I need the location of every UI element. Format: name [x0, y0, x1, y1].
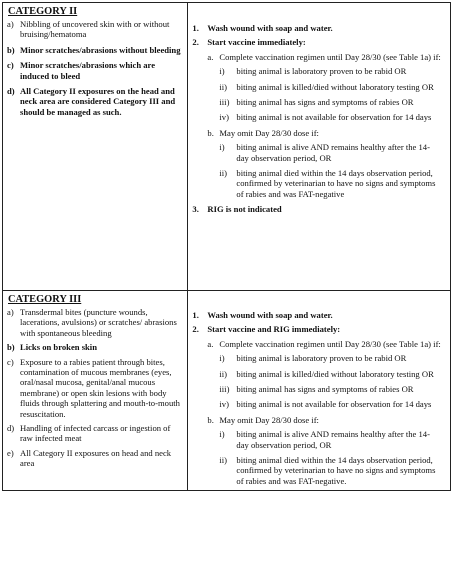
- category-3-row: [3, 291, 451, 491]
- complete-regimen: a. Complete vaccination regimen until Day 28/30 (see Table 1a) if:: [207, 51, 441, 62]
- exposure-item: b) Licks on broken skin: [7, 342, 97, 353]
- rabies-exposure-table: [2, 2, 451, 491]
- omit-condition-item: ii) biting animal died within the 14 days observation period, confirmed by veterinarian to have no signs and symptoms of rabies and was FAT-negative: [219, 168, 436, 199]
- step-wash: 1. Wash wound with soap and water.: [192, 23, 333, 33]
- condition-item: iii) biting animal has signs and symptoms of rabies OR: [219, 384, 414, 395]
- category-2-exposure-list: [3, 19, 187, 117]
- omit-dose: b. May omit Day 28/30 dose if:: [207, 414, 319, 425]
- complete-regimen: a. Complete vaccination regimen until Day 28/30 (see Table 1a) if:: [207, 338, 441, 349]
- condition-item: ii) biting animal is killed/died without laboratory testing OR: [219, 368, 434, 379]
- step-wash: 1. Wash wound with soap and water.: [192, 310, 333, 320]
- category-3-management-cell: [188, 291, 451, 491]
- condition-item: ii) biting animal is killed/died without laboratory testing OR: [219, 81, 434, 92]
- omit-condition-item: ii) biting animal died within the 14 days observation period, confirmed by veterinarian to have no signs and symptoms of rabies and was FAT-negative.: [219, 455, 436, 486]
- step-vaccine: 2. Start vaccine immediately:: [192, 37, 306, 48]
- condition-item: iv) biting animal is not available for observation for 14 days: [219, 399, 432, 410]
- category-3-title: CATEGORY III: [8, 294, 82, 305]
- exposure-item: c) Exposure to a rabies patient through bites, contamination of mucous membranes (eyes, oral/nasal mucosa, genital/anal mucous membrane) or open skin lesions with body fluids through splattering and mouth-to-mouth resuscitation.: [7, 356, 180, 419]
- exposure-item: e) All Category II exposures on head and neck area: [7, 447, 172, 469]
- omit-dose: b. May omit Day 28/30 dose if:: [207, 127, 319, 138]
- step-rig: 3. RIG is not indicated: [192, 204, 282, 215]
- category-2-management-cell: [188, 3, 451, 291]
- exposure-item: d) All Category II exposures on the head and neck area are considered Category III and should be managed as such.: [7, 86, 176, 117]
- category-3-exposure-list: [3, 307, 187, 469]
- condition-item: iv) biting animal is not available for observation for 14 days: [219, 112, 432, 123]
- condition-item: i) biting animal is laboratory proven to be rabid OR: [219, 353, 407, 364]
- category-2-title: CATEGORY II: [8, 6, 78, 17]
- omit-condition-item: i) biting animal is alive AND remains healthy after the 14-day observation period, OR: [219, 142, 430, 163]
- omit-condition-item: i) biting animal is alive AND remains healthy after the 14-day observation period, OR: [219, 429, 430, 450]
- category-2-exposures-cell: [3, 3, 188, 291]
- step-vaccine-rig: 2. Start vaccine and RIG immediately:: [192, 324, 341, 335]
- category-3-exposures-cell: [3, 291, 188, 491]
- condition-item: iii) biting animal has signs and symptoms of rabies OR: [219, 97, 414, 108]
- category-2-row: [3, 3, 451, 291]
- exposure-item: b) Minor scratches/abrasions without bleeding: [7, 44, 181, 55]
- exposure-item: a) Transdermal bites (puncture wounds, lacerations, avulsions) or scratches/ abrasions with spontaneous bleeding: [7, 307, 177, 338]
- exposure-item: d) Handling of infected carcass or ingestion of raw infected meat: [7, 423, 171, 444]
- condition-item: i) biting animal is laboratory proven to be rabid OR: [219, 66, 407, 77]
- exposure-item: a) Nibbling of uncovered skin with or without bruising/hematoma: [7, 19, 170, 40]
- exposure-item: c) Minor scratches/abrasions which are induced to bleed: [7, 60, 156, 81]
